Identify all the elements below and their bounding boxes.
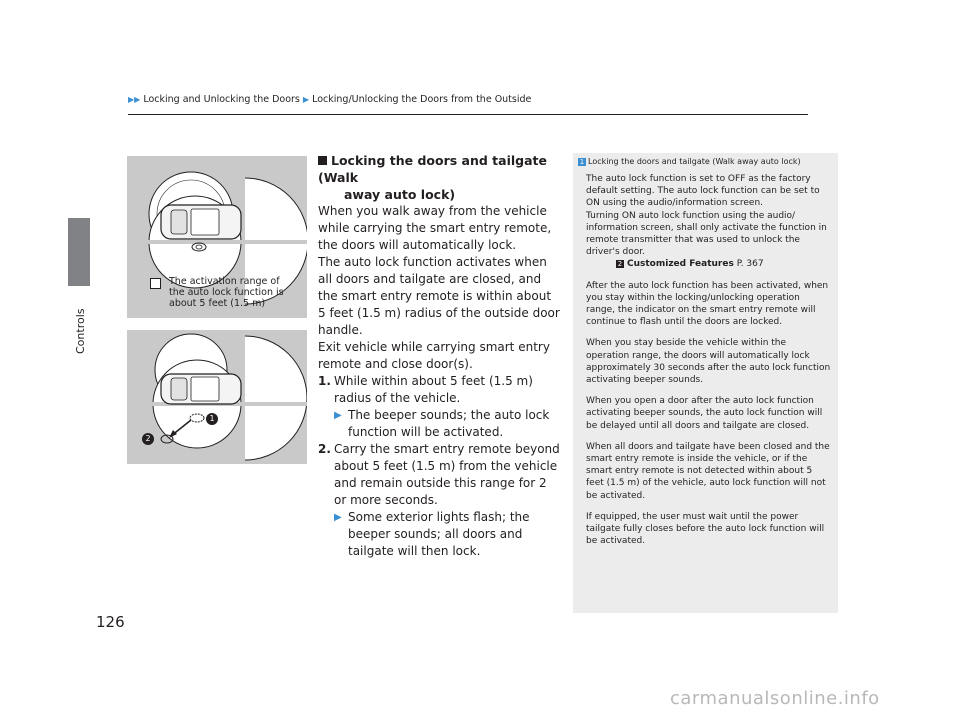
note-paragraph: When all doors and tailgate have been closed and the smart entry remote is inside the vehicle, or if the smart entry remote is not detected within about 5 feet (1.5 m) of the vehicle, auto lock function will not be activated.	[586, 441, 830, 501]
page-number: 126	[96, 613, 125, 631]
walk-away-figure	[127, 330, 307, 464]
section-marker-icon	[318, 156, 327, 165]
note-tag-icon: 1	[579, 158, 585, 166]
section-title: Locking the doors and tailgate (Walk	[318, 153, 547, 185]
note-paragraph: When you open a door after the auto lock function activating beeper sounds, the auto lock function will be delayed until all doors and tailgate are closed.	[586, 396, 823, 431]
callout-badge: 1	[206, 413, 218, 425]
result-arrow-icon: ▶	[334, 512, 342, 523]
paragraph: The auto lock function activates when all doors and tailgate are closed, and the smart entry remote is within about 5 feet (1.5 m) radius of the outside door handle.	[318, 255, 560, 337]
note-paragraph: After the auto lock function has been activated, when you stay within the locking/unlocking operation range, the indicator on the smart entry remote will continue to flash until the doors are locked.	[586, 280, 829, 328]
step-item: 1. While within about 5 feet (1.5 m) radius of the vehicle.	[318, 374, 533, 405]
note-paragraph: The auto lock function is set to OFF as the factory default setting. The auto lock function can be set to ON using the audio/information screen. Turning ON auto lock function using the audio/ information screen, shall only activate the function in remote transmitter that was used to unlock the driver's door. 2 Customized Features P. 367	[586, 174, 827, 270]
step-result: ▶ The beeper sounds; the auto lock function will be activated.	[334, 408, 550, 439]
walk-away-diagram	[127, 330, 307, 464]
note-paragraph: If equipped, the user must wait until the power tailgate fully closes before the auto lock function will be activated.	[586, 511, 825, 547]
section-label: Controls	[74, 308, 87, 354]
watermark: carmanualsonline.info	[670, 688, 880, 709]
paragraph: Exit vehicle while carrying smart entry remote and close door(s).	[318, 340, 550, 371]
step-item: 2. Carry the smart entry remote beyond about 5 feet (1.5 m) from the vehicle and remain outside this range for 2 or more seconds.	[318, 442, 560, 507]
cross-reference-link[interactable]: 2 Customized Features P. 367	[617, 259, 764, 270]
arrow-icon: ▶▶	[128, 95, 141, 104]
side-note-panel	[573, 153, 838, 613]
header-divider	[128, 114, 808, 115]
breadcrumb-item[interactable]: Locking and Unlocking the Doors	[143, 94, 300, 105]
reference-icon: 2	[617, 260, 623, 269]
range-legend-square	[150, 278, 161, 289]
main-content	[318, 152, 562, 560]
result-arrow-icon: ▶	[334, 410, 342, 421]
section-tab	[68, 218, 90, 286]
section-title-cont: away auto lock)	[344, 187, 456, 202]
note-paragraph: When you stay beside the vehicle within the operation range, the doors will automatically lock approximately 30 seconds after the auto lock function activating beeper sounds.	[586, 338, 831, 386]
step-result: ▶ Some exterior lights flash; the beeper sounds; all doors and tailgate will then lock.	[334, 510, 530, 558]
paragraph: When you walk away from the vehicle while carrying the smart entry remote, the doors will automatically lock.	[318, 204, 552, 252]
arrow-icon: ▶	[302, 95, 310, 104]
breadcrumb-item[interactable]: Locking/Unlocking the Doors from the Outside	[312, 94, 532, 105]
note-heading: 1 Locking the doors and tailgate (Walk away auto lock)	[579, 157, 801, 166]
callout-badge: 2	[142, 433, 154, 445]
breadcrumb	[128, 94, 531, 105]
